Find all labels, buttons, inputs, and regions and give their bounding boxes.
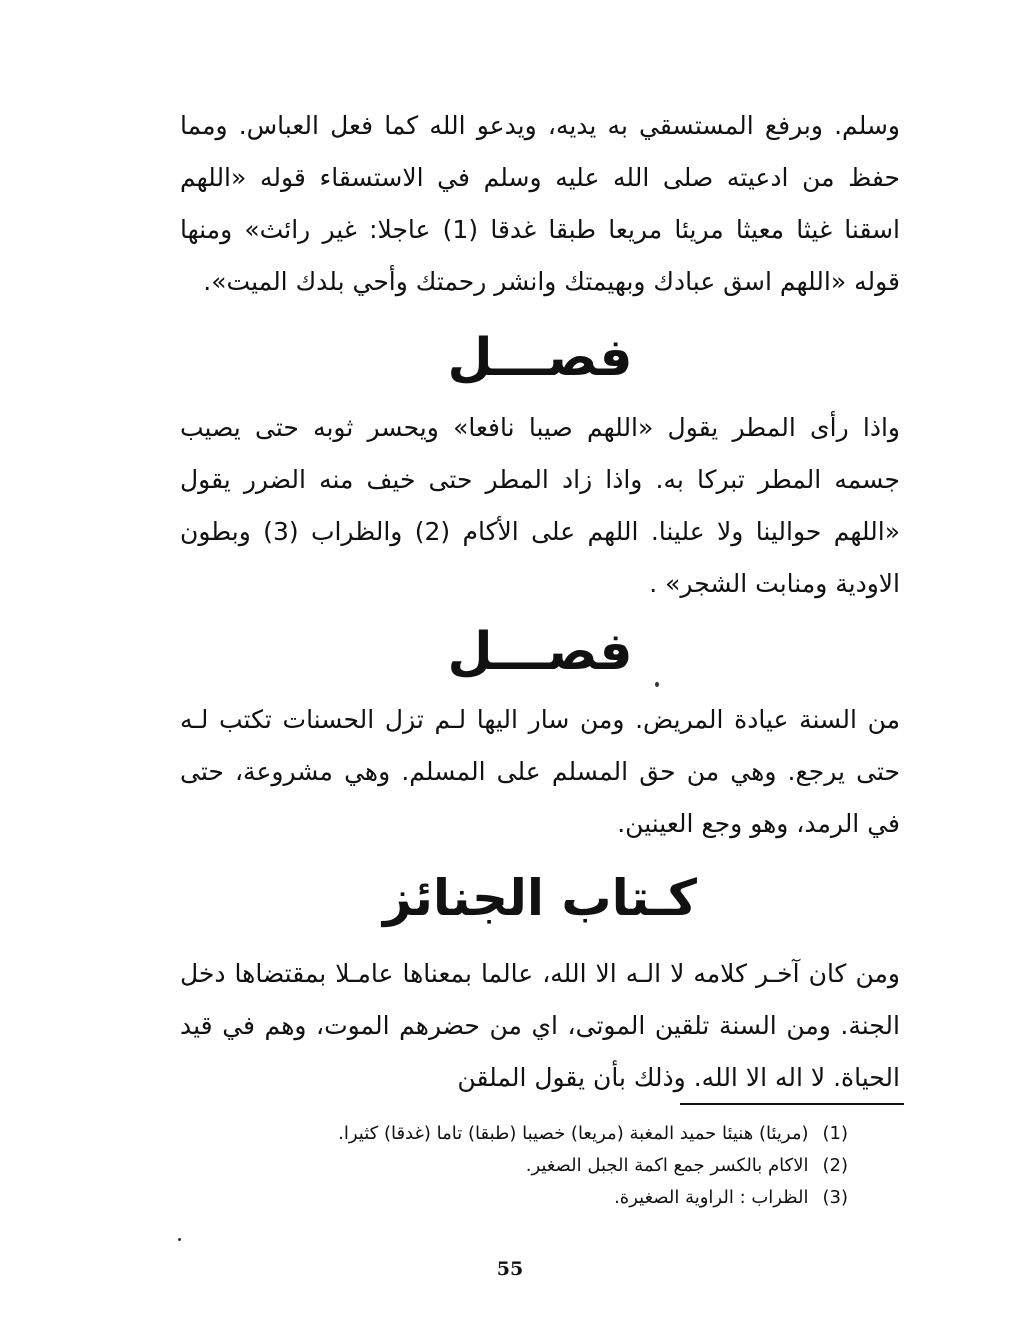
scan-speck [655, 682, 659, 687]
footnote-number: (2) [822, 1155, 848, 1176]
chapter-title: كـتاب الجنائز [382, 869, 697, 927]
footnote-item [180, 1118, 848, 1150]
page-number: 55 [496, 1258, 524, 1280]
paragraph-visiting-sick: من السنة عيادة المريض. ومن سار اليها لـم تزل الحسنات تكتب لـه حتى يرجع. وهي من حق المسلم على المسلم. وهي مشروعة، حتى في الرمد، وهو وجع العينين. [180, 705, 900, 838]
footnote-number: (3) [822, 1187, 848, 1208]
paragraph-istisqa: وسلم. وبرفع المستسقي به يديه، ويدعو الله كما فعل العباس. ومما حفظ من ادعيته صلى الله عليه وسلم في الاستسقاء قوله «اللهم اسقنا غيثا معيثا مريئا مريعا طبقا غدقا (1) عاجلا: غير رائث» ومنها قوله «اللهم اسق عبادك وبهيمتك وانشر رحمتك وأحي بلدك الميت». [180, 111, 900, 296]
footnote-item [180, 1182, 848, 1214]
footnote-text: (مريئا) هنيئا حميد المغبة (مريعا) خصيبا (طبقا) تاما (غدقا) كثيرا. [338, 1123, 809, 1144]
scan-speck [178, 1238, 181, 1241]
paragraph-funerals: ومن كان آخـر كلامه لا الـه الا الله، عالما بمعناها عامـلا بمقتضاها دخل الجنة. ومن السنة تلقين الموتى، اي من حضرهم الموت، وهم في قيد الحياة. لا اله الا الله. وذلك بأن يقول الملقن [180, 959, 900, 1092]
footnote-item [180, 1150, 848, 1182]
footnote-text: الظراب : الراوية الصغيرة. [614, 1187, 809, 1208]
section-heading-fasl-2: فصـــل [447, 622, 633, 682]
section-heading-fasl-1: فصـــل [447, 328, 633, 388]
footnote-number: (1) [822, 1123, 848, 1144]
paragraph-rain: واذا رأى المطر يقول «اللهم صيبا نافعا» ويحسر ثوبه حتى يصيب جسمه المطر تبركا به. واذا زاد المطر حتى خيف منه الضرر يقول «اللهم حوالينا ولا علينا. اللهم على الأكام (2) والظراب (3) وبطون الاودية ومنابت الشجر» . [180, 413, 901, 598]
footnote-divider [680, 1103, 904, 1105]
footnotes-list [180, 1118, 848, 1214]
footnote-text: الاكام بالكسر جمع اكمة الجبل الصغير. [525, 1155, 809, 1176]
